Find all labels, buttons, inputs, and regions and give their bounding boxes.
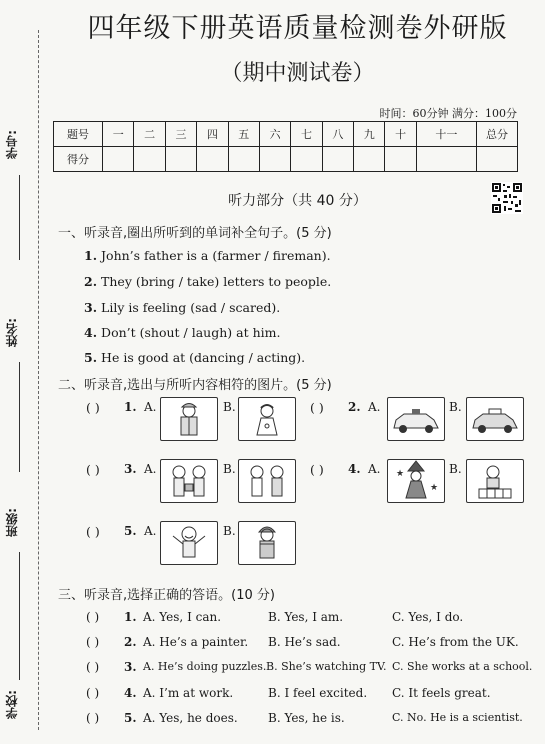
- question-number: 1.: [124, 610, 137, 624]
- answer-blank[interactable]: ( ): [86, 711, 100, 725]
- question-number: 4.: [84, 325, 98, 340]
- option-c[interactable]: C. He’s from the UK.: [392, 635, 519, 649]
- option-a-label: A.: [368, 462, 381, 476]
- doctor-picture[interactable]: [238, 397, 296, 441]
- question-text[interactable]: Lily is feeling (sad / scared).: [101, 300, 281, 315]
- score-cell: 五: [228, 122, 259, 147]
- answer-blank[interactable]: ( ): [310, 462, 324, 477]
- student-number-label: 学号:: [5, 130, 19, 159]
- children-picture[interactable]: [238, 459, 296, 503]
- student-number-line: [19, 175, 20, 260]
- score-cell: 七: [291, 122, 322, 147]
- option-b[interactable]: B. Yes, I am.: [268, 610, 344, 624]
- binding-margin: [0, 0, 44, 744]
- cut-line: [38, 30, 39, 730]
- option-a[interactable]: A. I’m at work.: [143, 686, 234, 700]
- answer-blank[interactable]: ( ): [86, 610, 100, 624]
- score-row-label: 得分: [54, 147, 103, 172]
- score-input-cell[interactable]: [134, 147, 165, 172]
- score-cell: 题号: [54, 122, 103, 147]
- answer-blank[interactable]: ( ): [86, 635, 100, 649]
- question-text[interactable]: They (bring / take) letters to people.: [101, 274, 332, 289]
- question-number: 2.: [348, 400, 361, 414]
- option-a[interactable]: A. He’s doing puzzles.: [143, 660, 267, 673]
- score-input-cell[interactable]: [385, 147, 416, 172]
- option-b-label: B.: [449, 400, 462, 414]
- student-name-line: [19, 362, 20, 472]
- question-number: 4.: [348, 462, 361, 476]
- police-car-picture[interactable]: [387, 397, 445, 441]
- listening-header: 听力部分（共 40 分）: [228, 193, 367, 209]
- section1-question: [84, 248, 331, 263]
- score-input-cell[interactable]: [259, 147, 290, 172]
- option-b-label: B.: [223, 462, 236, 476]
- answer-blank[interactable]: ( ): [86, 400, 100, 415]
- score-input-cell[interactable]: [291, 147, 322, 172]
- section1-question: [84, 300, 280, 315]
- section2-heading: 二、听录音,选出与所听内容相符的图片。(5 分): [58, 378, 332, 393]
- section3-heading: 三、听录音,选择正确的答语。(10 分): [58, 588, 275, 603]
- option-a[interactable]: A. He’s a painter.: [143, 635, 249, 649]
- question-number: 2.: [84, 274, 98, 289]
- question-number: 1.: [84, 248, 98, 263]
- score-input-cell[interactable]: [322, 147, 353, 172]
- taxi-picture[interactable]: [466, 397, 524, 441]
- score-cell: 十: [385, 122, 416, 147]
- question-number: 5.: [124, 711, 137, 725]
- svg-text:★: ★: [396, 469, 405, 479]
- option-c[interactable]: C. No. He is a scientist.: [392, 711, 523, 724]
- score-cell: 二: [134, 122, 165, 147]
- option-a-label: A.: [144, 400, 157, 414]
- school-line: [19, 610, 20, 680]
- answer-blank[interactable]: ( ): [86, 462, 100, 477]
- question-number: 1.: [124, 400, 137, 414]
- score-cell: 三: [165, 122, 196, 147]
- question-number: 5.: [84, 350, 98, 365]
- question-text[interactable]: John’s father is a (farmer / fireman).: [101, 248, 331, 263]
- score-cell: 四: [197, 122, 228, 147]
- question-number: 3.: [84, 300, 98, 315]
- score-input-cell[interactable]: [416, 147, 476, 172]
- question-number: 4.: [124, 686, 137, 700]
- option-b[interactable]: B. She’s watching TV.: [266, 660, 387, 673]
- page-title: 四年级下册英语质量检测卷外研版: [87, 13, 508, 44]
- cold-girl-picture[interactable]: [238, 521, 296, 565]
- score-input-cell[interactable]: [197, 147, 228, 172]
- section1-heading: 一、听录音,圈出所听到的单词补全句子。(5 分): [58, 226, 332, 241]
- question-text[interactable]: He is good at (dancing / acting).: [101, 350, 306, 365]
- happy-boy-picture[interactable]: [160, 521, 218, 565]
- answer-blank[interactable]: ( ): [310, 400, 324, 415]
- school-label: 学校:: [5, 690, 19, 719]
- answer-blank[interactable]: ( ): [86, 686, 100, 700]
- question-number: 3.: [124, 462, 137, 476]
- option-b-label: B.: [449, 462, 462, 476]
- score-input-cell[interactable]: [228, 147, 259, 172]
- option-a[interactable]: A. Yes, I can.: [143, 610, 222, 624]
- answer-blank[interactable]: ( ): [86, 524, 100, 539]
- score-cell: 六: [259, 122, 290, 147]
- option-a-label: A.: [144, 524, 157, 538]
- svg-text:★: ★: [430, 483, 439, 493]
- score-cell: 总分: [477, 122, 518, 147]
- option-b[interactable]: B. Yes, he is.: [268, 711, 345, 725]
- student-name-label: 姓名:: [5, 318, 19, 347]
- class-label: 班级:: [5, 508, 19, 537]
- score-cell: 九: [354, 122, 385, 147]
- girls-gift-picture[interactable]: [160, 459, 218, 503]
- score-cell: 一: [103, 122, 134, 147]
- option-c[interactable]: C. Yes, I do.: [392, 610, 464, 624]
- option-b-label: B.: [223, 524, 236, 538]
- fireman-picture[interactable]: [160, 397, 218, 441]
- score-input-cell[interactable]: [165, 147, 196, 172]
- option-c[interactable]: C. She works at a school.: [392, 660, 533, 673]
- option-a-label: A.: [368, 400, 381, 414]
- option-b[interactable]: B. He’s sad.: [268, 635, 341, 649]
- section1-question: [84, 325, 280, 340]
- section1-question: [84, 274, 331, 289]
- score-input-cell[interactable]: [103, 147, 134, 172]
- score-input-cell[interactable]: [354, 147, 385, 172]
- option-a[interactable]: A. Yes, he does.: [143, 711, 238, 725]
- puzzle-boy-picture[interactable]: [466, 459, 524, 503]
- option-b[interactable]: B. I feel excited.: [268, 686, 368, 700]
- score-cell: 八: [322, 122, 353, 147]
- option-b-label: B.: [223, 400, 236, 414]
- question-number: 5.: [124, 524, 137, 538]
- section1-question: [84, 350, 305, 365]
- score-input-cell[interactable]: [477, 147, 518, 172]
- answer-blank[interactable]: ( ): [86, 660, 100, 674]
- score-cell: 十一: [416, 122, 476, 147]
- question-number: 2.: [124, 635, 137, 649]
- score-table-header-row: [54, 122, 518, 147]
- score-table: [53, 121, 518, 172]
- option-c[interactable]: C. It feels great.: [392, 686, 491, 700]
- score-table-score-row: [54, 147, 518, 172]
- option-a-label: A.: [144, 462, 157, 476]
- magician-picture[interactable]: [387, 459, 445, 503]
- question-text[interactable]: Don’t (shout / laugh) at him.: [101, 325, 281, 340]
- time-info: 时间：60分钟 满分：100分: [379, 107, 517, 120]
- question-number: 3.: [124, 660, 137, 674]
- page-subtitle: （期中测试卷）: [220, 61, 375, 86]
